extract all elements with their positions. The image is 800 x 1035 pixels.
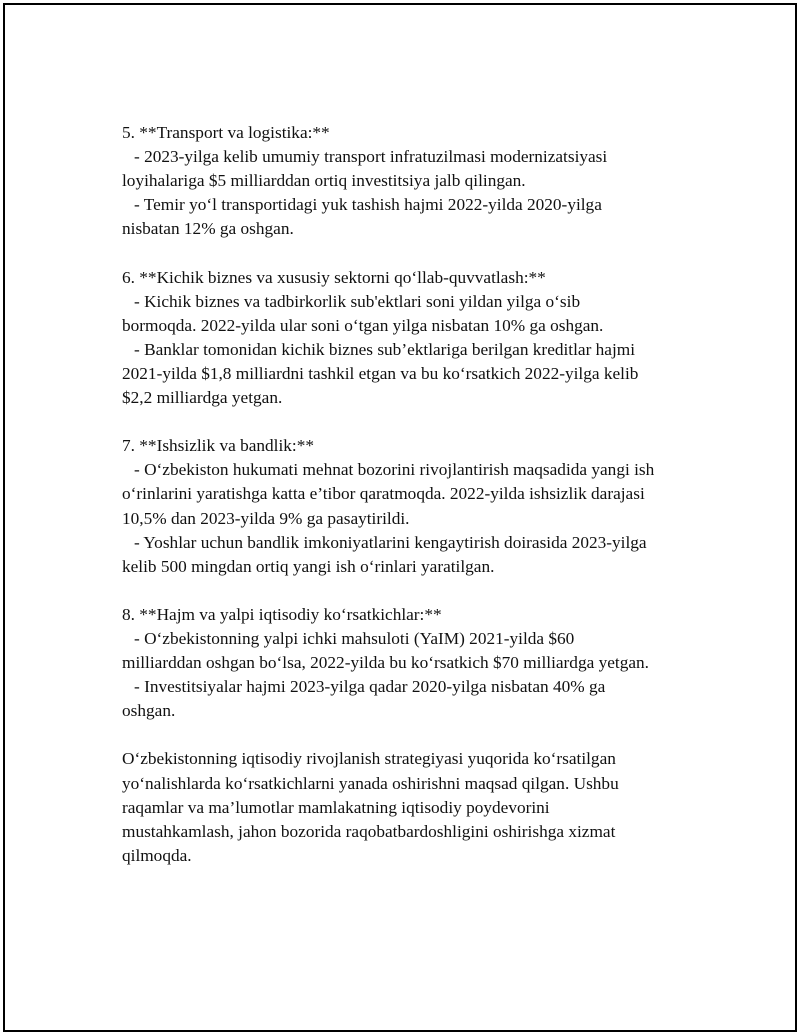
page-frame: [3, 3, 797, 1032]
continuation-line: bormoqda. 2022-yilda ular soni o‘tgan yilga nisbatan 10% ga oshgan.: [122, 315, 604, 335]
continuation-line: milliarddan oshgan bo‘lsa, 2022-yilda bu ko‘rsatkich $70 milliardga yetgan.: [122, 653, 649, 673]
paragraph-gap: [122, 723, 702, 747]
continuation-line: 2021-yilda $1,8 milliardni tashkil etgan va bu ko‘rsatkich 2022-yilga kelib: [122, 363, 639, 383]
bullet-line: - 2023-yilga kelib umumiy transport infratuzilmasi modernizatsiyasi: [134, 147, 608, 167]
conclusion-line: yo‘nalishlarda ko‘rsatkichlarni yanada oshirishni maqsad qilgan. Ushbu: [122, 773, 619, 793]
bullet-line: - Banklar tomonidan kichik biznes sub’ektlariga berilgan kreditlar hajmi: [134, 339, 636, 359]
paragraph-gap: [122, 410, 702, 434]
paragraph-gap: [122, 241, 702, 265]
bullet-line: - Yoshlar uchun bandlik imkoniyatlarini kengaytirish doirasida 2023-yilga: [134, 532, 647, 552]
continuation-line: o‘rinlarini yaratishga katta e’tibor qaratmoqda. 2022-yilda ishsizlik darajasi: [122, 484, 645, 504]
conclusion-line: qilmoqda.: [122, 845, 192, 865]
section-heading: 6. **Kichik biznes va xususiy sektorni qo‘llab-quvvatlash:**: [122, 267, 546, 287]
conclusion-line: raqamlar va ma’lumotlar mamlakatning iqtisodiy poydevorini: [122, 797, 550, 817]
section-heading: 5. **Transport va logistika:**: [122, 123, 330, 142]
continuation-line: 10,5% dan 2023-yilda 9% ga pasaytirildi.: [122, 508, 410, 528]
bullet-line: - O‘zbekiston hukumati mehnat bozorini rivojlantirish maqsadida yangi ish: [134, 460, 655, 480]
continuation-line: loyihalariga $5 milliarddan ortiq investitsiya jalb qilingan.: [122, 171, 526, 191]
conclusion-line: mustahkamlash, jahon bozorida raqobatbardoshligini oshirishga xizmat: [122, 821, 616, 841]
bullet-line: - Temir yo‘l transportidagi yuk tashish hajmi 2022-yilda 2020-yilga: [134, 195, 602, 215]
continuation-line: kelib 500 mingdan ortiq yangi ish o‘rinlari yaratilgan.: [122, 556, 495, 576]
bullet-line: - Kichik biznes va tadbirkorlik sub'ektlari soni yildan yilga o‘sib: [134, 291, 581, 311]
section-heading: 7. **Ishsizlik va bandlik:**: [122, 436, 314, 456]
bullet-line: - O‘zbekistonning yalpi ichki mahsuloti (YaIM) 2021-yilda $60: [134, 628, 575, 648]
section-heading: 8. **Hajm va yalpi iqtisodiy ko‘rsatkichlar:**: [122, 604, 442, 624]
continuation-line: nisbatan 12% ga oshgan.: [122, 219, 294, 239]
bullet-line: - Investitsiyalar hajmi 2023-yilga qadar 2020-yilga nisbatan 40% ga: [134, 677, 606, 697]
continuation-line: oshgan.: [122, 701, 176, 721]
conclusion-line: O‘zbekistonning iqtisodiy rivojlanish strategiyasi yuqorida ko‘rsatilgan: [122, 749, 616, 769]
continuation-line: $2,2 milliardga yetgan.: [122, 388, 283, 408]
paragraph-gap: [122, 579, 702, 603]
document-body: [122, 121, 702, 868]
